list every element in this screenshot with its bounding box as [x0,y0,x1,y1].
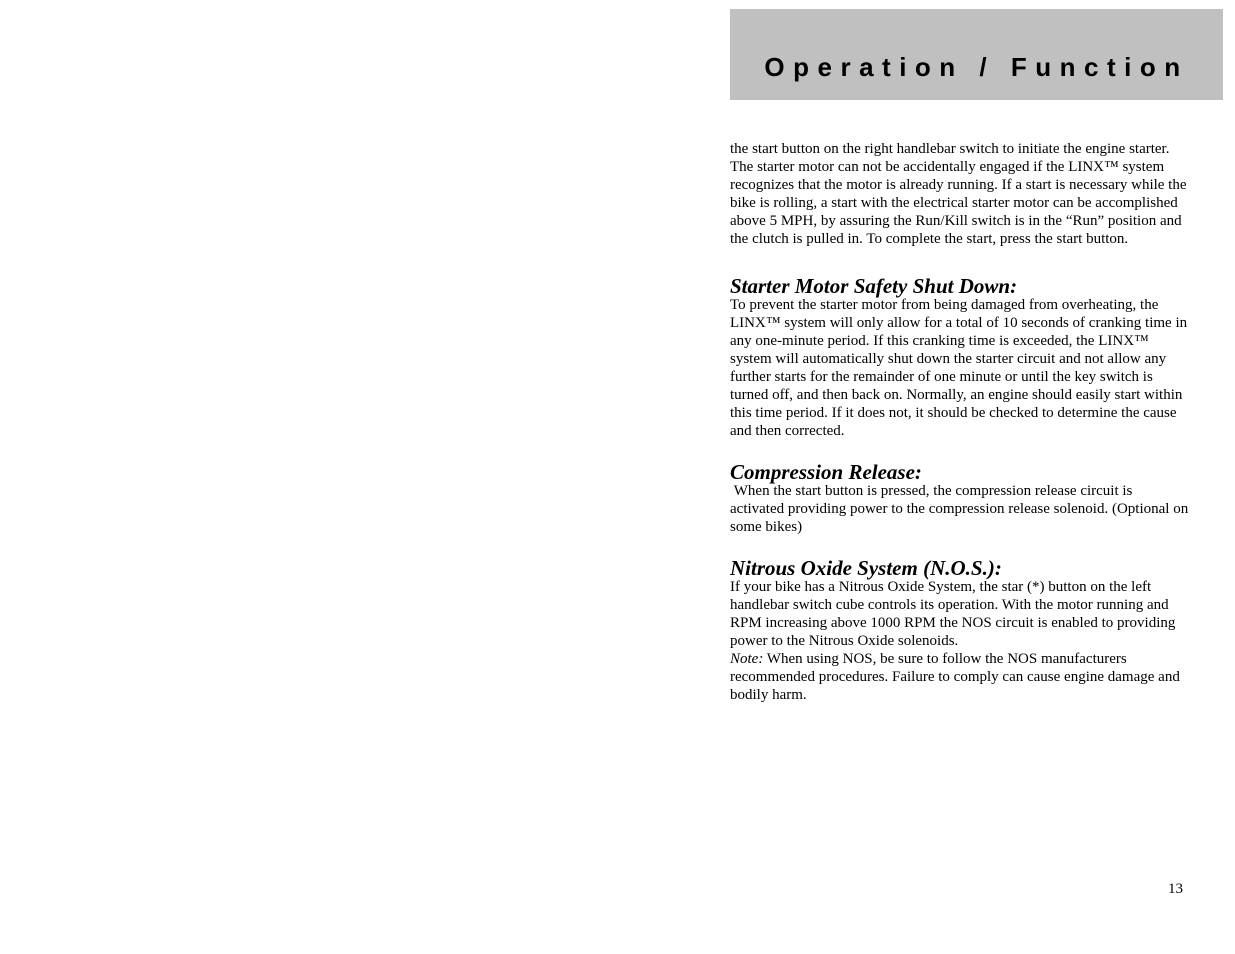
intro-paragraph: the start button on the right handlebar switch to initiate the engine starter. The starter motor can not be accidentally engaged if the LINX™ system recognizes that the motor is already running. If a start is necessary while the bike is rolling, a start with the electrical starter motor can be accomplished above 5 MPH, by assuring the Run/Kill switch is in the “Run” position and the clutch is pulled in. To complete the start, press the start button. [730,141,1187,247]
section-heading: Nitrous Oxide System (N.O.S.): [730,556,1002,580]
page-title: Operation / Function [764,52,1189,82]
page-number: 13 [1168,881,1183,897]
section-header-band [730,9,1223,100]
section-starter-safety [730,274,1190,440]
page-content [730,140,1190,704]
section-body: To prevent the starter motor from being damaged from overheating, the LINX™ system will only allow for a total of 10 seconds of cranking time in any one-minute period. If this cranking time is exceeded, the LINX™ system will automatically shut down the starter circuit and not allow any further starts for the remainder of one minute or until the key switch is turned off, and then back on. Normally, an engine should easily start within this time period. If it does not, it should be checked to determine the cause and then corrected. [730,297,1188,439]
section-heading: Starter Motor Safety Shut Down: [730,274,1018,298]
note-paragraph [730,650,1190,704]
note-label: Note: [730,651,764,667]
section-body: If your bike has a Nitrous Oxide System, the star (*) button on the left handlebar switch cube controls its operation. With the motor running and RPM increasing above 1000 RPM the NOS circuit is enabled to providing power to the Nitrous Oxide solenoids. [730,579,1176,649]
section-body: When the start button is pressed, the compression release circuit is activated providing power to the compression release solenoid. (Optional on some bikes) [730,483,1192,535]
section-heading: Compression Release: [730,460,922,484]
note-text: When using NOS, be sure to follow the NOS manufacturers recommended procedures. Failure to comply can cause engine damage and bodily harm. [730,651,1184,703]
section-compression-release [730,460,1190,536]
section-nitrous-oxide [730,556,1190,704]
